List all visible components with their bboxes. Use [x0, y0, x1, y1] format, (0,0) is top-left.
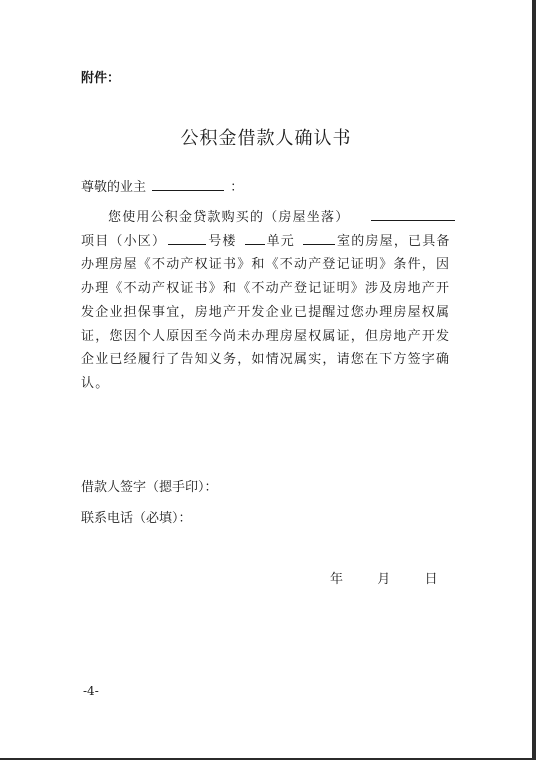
owner-name-blank	[152, 177, 224, 191]
body-segment-1: 您使用公积金贷款购买的（房屋坐落）	[108, 210, 350, 225]
phone-label: 联系电话（必填）：	[81, 511, 192, 526]
greeting-suffix: ：	[230, 180, 244, 195]
greeting-prefix: 尊敬的业主	[81, 180, 147, 195]
unit-number-blank	[245, 231, 265, 245]
body-segment-2: 项目（小区）	[81, 233, 167, 249]
page-number: -4-	[83, 684, 99, 698]
date-year-label: 年	[330, 572, 344, 587]
attachment-label: 附件：	[81, 71, 121, 86]
body-segment-4: 单元	[266, 233, 296, 249]
greeting-line	[81, 176, 243, 195]
room-number-blank	[303, 231, 335, 245]
page-title: 公积金借款人确认书	[180, 128, 352, 149]
date-day-label: 日	[424, 572, 438, 587]
body-segment-5: 室的房屋，已具备办理房屋《不动产权证书》和《不动产登记证明》条件，因办理《不动产权证书》和《不动产登记证明》涉及房地产开发企业担保事宜，房地产开发企业已提醒过您办理房屋权属证，您因个人原因至今尚未办理房屋权属证，但房地产开发企业已经履行了告知义务，如情况属实，请您在下方签字确认。	[81, 233, 451, 391]
signature-label: 借款人签字（摁手印）：	[81, 480, 218, 495]
body-segment-3: 号楼	[208, 233, 237, 249]
body-paragraph	[81, 206, 461, 396]
page-shadow-right	[532, 0, 536, 760]
building-number-blank	[168, 231, 206, 245]
date-line	[330, 568, 438, 587]
house-location-blank	[371, 207, 455, 221]
date-month-label: 月	[377, 572, 391, 587]
